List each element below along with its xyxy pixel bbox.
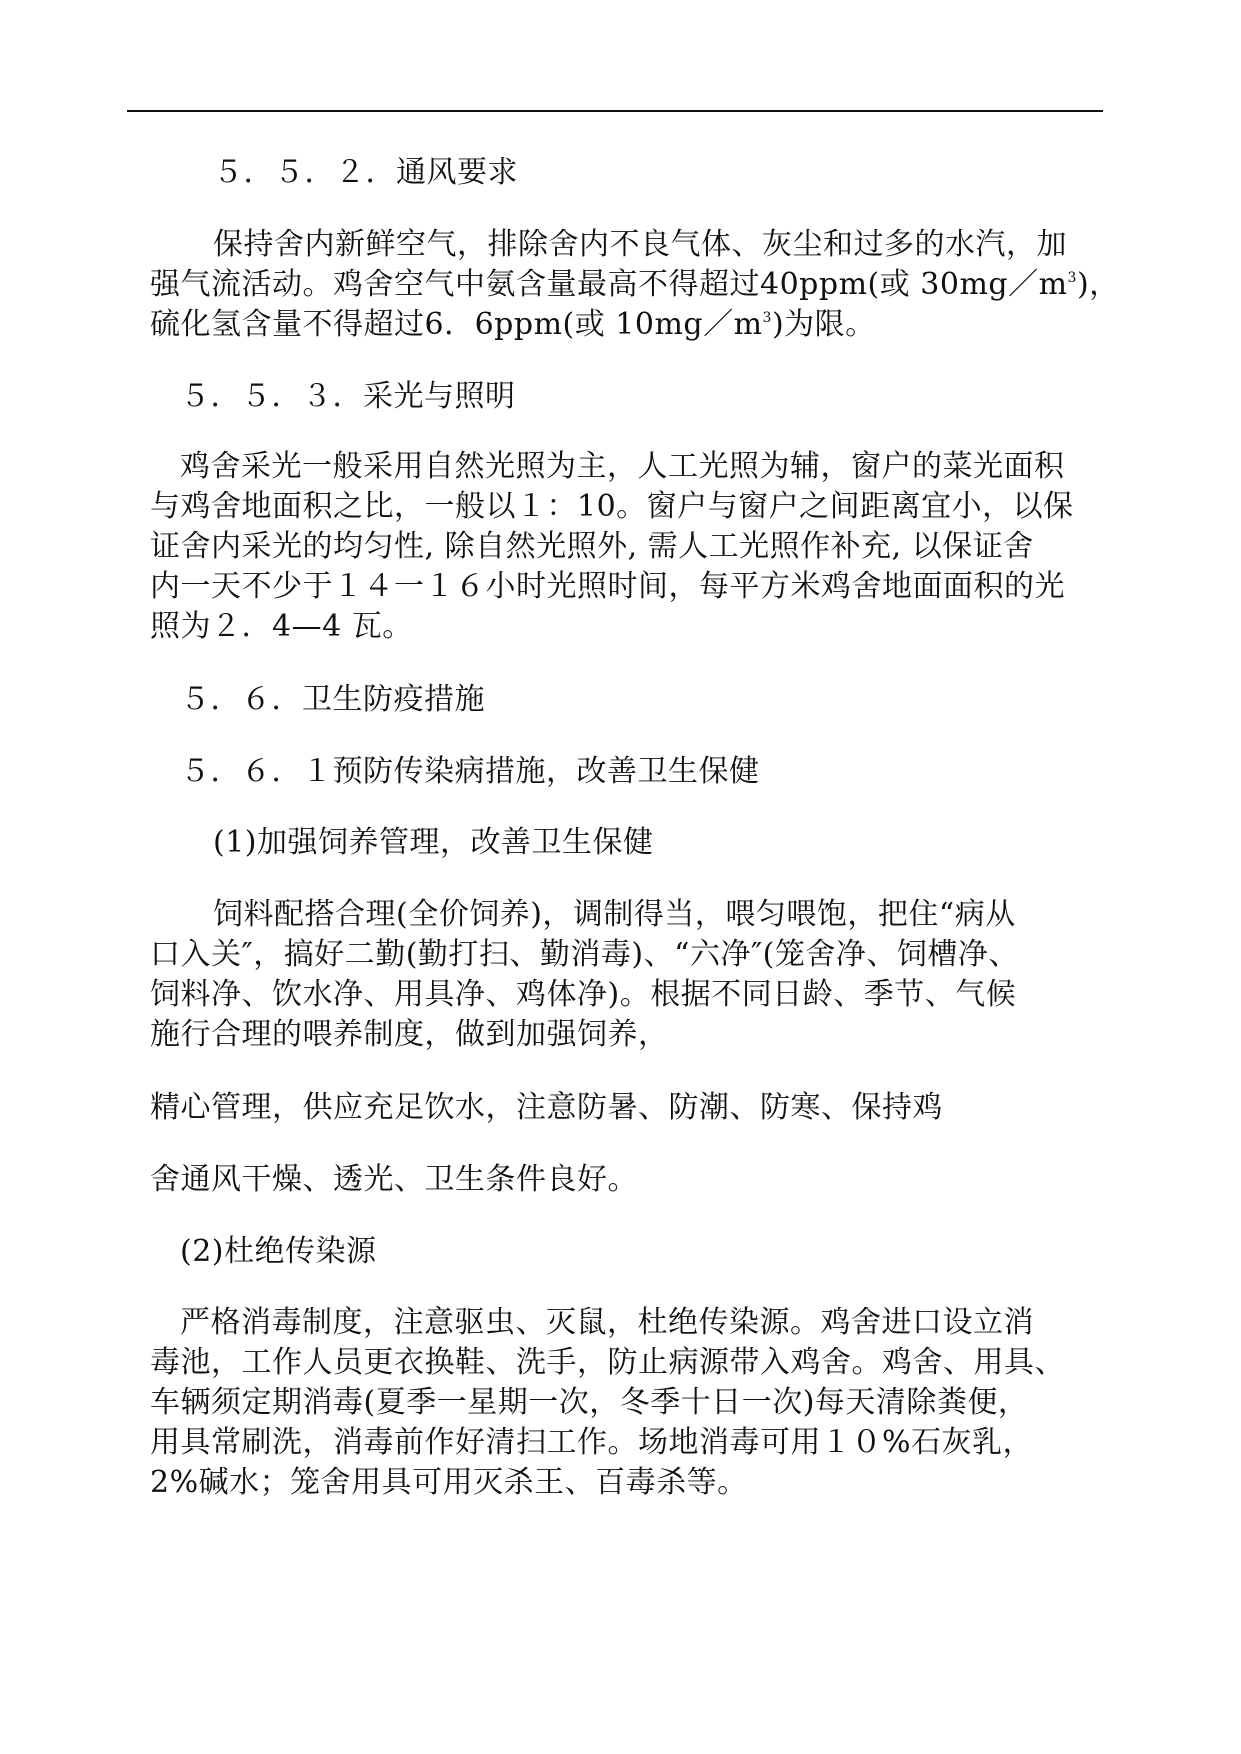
paragraph-line: 严格消毒制度，注意驱虫、灭鼠，杜绝传染源。鸡舍进口设立消: [180, 1305, 1034, 1340]
heading-5-6: ５．６．卫生防疫措施: [180, 682, 485, 717]
paragraph-line: 舍通风干燥、透光、卫生条件良好。: [150, 1162, 638, 1197]
paragraph-line: 饲料配搭合理(全价饲养)，调制得当，喂匀喂饱，把住“病从: [213, 897, 1016, 932]
paragraph-line: 饲料净、饮水净、用具净、鸡体净)。根据不同日龄、季节、气候: [150, 977, 1017, 1012]
paragraph-line: 保持舍内新鲜空气，排除舍内不良气体、灰尘和过多的水汽，加: [213, 227, 1067, 262]
paragraph-line: 强气流活动。鸡舍空气中氨含量最高不得超过40ppm(或 $30mg/m^3$)，: [150, 267, 1120, 302]
paragraph-line: 照为２．4—4 瓦。: [150, 609, 413, 644]
subheading-1: (1)加强饲养管理，改善卫生保健: [213, 825, 654, 860]
paragraph-line: 毒池，工作人员更衣换鞋、洗手，防止病源带入鸡舍。鸡舍、用具、: [150, 1345, 1065, 1380]
heading-5-5-2: ５．５．２．通风要求: [213, 155, 518, 190]
paragraph-line: 2%碱水；笼舍用具可用灭杀王、百毒杀等。: [150, 1465, 748, 1500]
superscript: 3: [762, 310, 772, 326]
paragraph-line: 车辆须定期消毒(夏季一星期一次，冬季十日一次)每天清除粪便，: [150, 1385, 1029, 1420]
paragraph-line: 精心管理，供应充足饮水，注意防暑、防潮、防寒、保持鸡: [150, 1090, 943, 1125]
paragraph-line: 用具常刷洗，消毒前作好清扫工作。场地消毒可用１０%石灰乳，: [150, 1425, 1034, 1460]
paragraph-line: 与鸡舍地面积之比，一般以１：10。窗户与窗户之间距离宜小，以保: [150, 489, 1074, 524]
paragraph-line: 鸡舍采光一般采用自然光照为主，人工光照为辅，窗户的菜光面积: [180, 449, 1065, 484]
heading-5-6-1: ５．６．１预防传染病措施，改善卫生保健: [180, 754, 760, 789]
paragraph-line: 内一天不少于１４一１６小时光照时间，每平方米鸡舍地面面积的光: [150, 569, 1065, 604]
paragraph-line: 施行合理的喂养制度，做到加强饲养，: [150, 1017, 669, 1052]
header-rule: [127, 110, 1103, 112]
heading-5-5-3: ５．５．３．采光与照明: [180, 379, 516, 414]
paragraph-line: 口入关″，搞好二勤(勤打扫、勤消毒)、“六净″(笼舍净、饲槽净、: [150, 937, 1019, 972]
paragraph-line: 硫化氢含量不得超过6．6ppm(或 $10mg/m^3$)为限。: [150, 307, 876, 342]
subheading-2: (2)杜绝传染源: [180, 1234, 377, 1269]
superscript: 3: [1067, 270, 1077, 286]
paragraph-line: 证舍内采光的均匀性, 除自然光照外, 需人工光照作补充, 以保证舍: [150, 529, 1034, 564]
